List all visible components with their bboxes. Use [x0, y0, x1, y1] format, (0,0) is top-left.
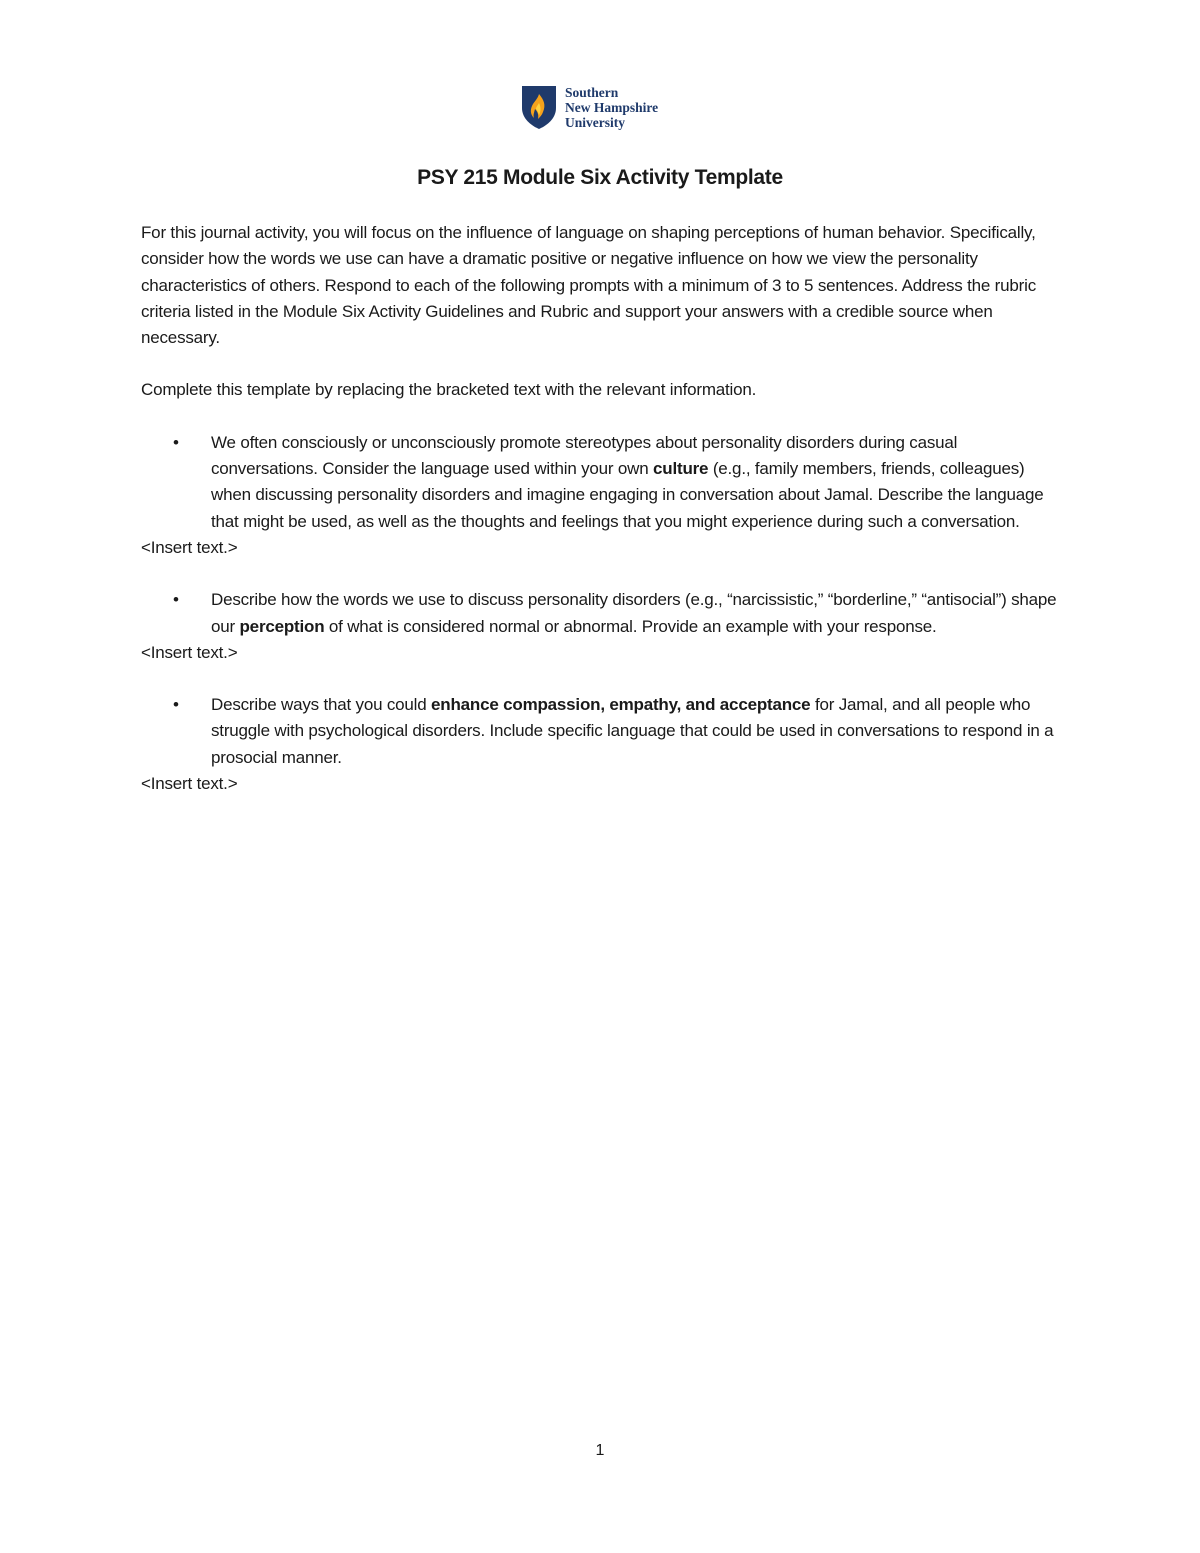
- instruction-paragraph: Complete this template by replacing the bracketed text with the relevant information.: [141, 380, 757, 400]
- prompt-list: [141, 430, 1061, 535]
- insert-text-placeholder-2[interactable]: <Insert text.>: [141, 642, 238, 662]
- logo-wordmark: [565, 85, 658, 130]
- prompt-2-bold: perception: [239, 616, 325, 636]
- intro-paragraph: For this journal activity, you will focus on the influence of language on shaping perceptions of human behavior. Specifically, consider how the words we use can have a dramatic positive or negative influence on how we view the personality characteristics of others. Respond to each of the following prompts with a minimum of 3 to 5 sentences. Address the rubric criteria listed in the Module Six Activity Guidelines and Rubric and support your answers with a credible source when necessary.: [141, 223, 1036, 348]
- prompt-2-text: Describe how the words we use to discuss personality disorders (e.g., “narcissistic,” “borderline,” “antisocial”) shape our: [211, 590, 1057, 636]
- bullet-icon: •: [173, 695, 179, 715]
- insert-text-placeholder-3[interactable]: <Insert text.>: [141, 774, 238, 794]
- prompt-item-1: [141, 430, 1061, 535]
- prompt-3-bold: enhance compassion, empathy, and acceptance: [431, 695, 811, 715]
- document-body: [141, 220, 1061, 797]
- snhu-logo: [520, 84, 690, 134]
- logo-line-1: Southern: [565, 85, 619, 100]
- prompt-item-3: [141, 692, 1061, 771]
- prompt-1-bold: culture: [653, 459, 709, 479]
- shield-flame-icon: [520, 84, 558, 130]
- prompt-2-text-after: of what is considered normal or abnormal. Provide an example with your response.: [324, 616, 937, 636]
- prompt-list: [141, 692, 1061, 771]
- logo-line-2: New Hampshire: [565, 100, 659, 115]
- prompt-3-text-after: for Jamal, and all people who struggle with psychological disorders. Include specific language that could be used in conversations to respond in a prosocial manner.: [211, 695, 1054, 767]
- prompt-item-2: [141, 587, 1061, 640]
- insert-text-placeholder-1[interactable]: <Insert text.>: [141, 537, 238, 557]
- prompt-3-text: Describe ways that you could: [211, 695, 432, 715]
- document-title: PSY 215 Module Six Activity Template: [417, 166, 783, 189]
- bullet-icon: •: [173, 590, 179, 610]
- prompt-1-text: We often consciously or unconsciously promote stereotypes about personality disorders during casual conversations. Consider the language used within your own: [211, 432, 958, 479]
- logo-line-3: University: [565, 115, 625, 130]
- prompt-1-text-after: (e.g., family members, friends, colleagues) when discussing personality disorders and imagine engaging in conversation about Jamal. Describe the language that might be used, as well as the thoughts and feelings that you might experience during such a conversation.: [211, 459, 1044, 531]
- prompt-list: [141, 587, 1061, 640]
- page-number: 1: [595, 1442, 605, 1459]
- bullet-icon: •: [173, 432, 179, 452]
